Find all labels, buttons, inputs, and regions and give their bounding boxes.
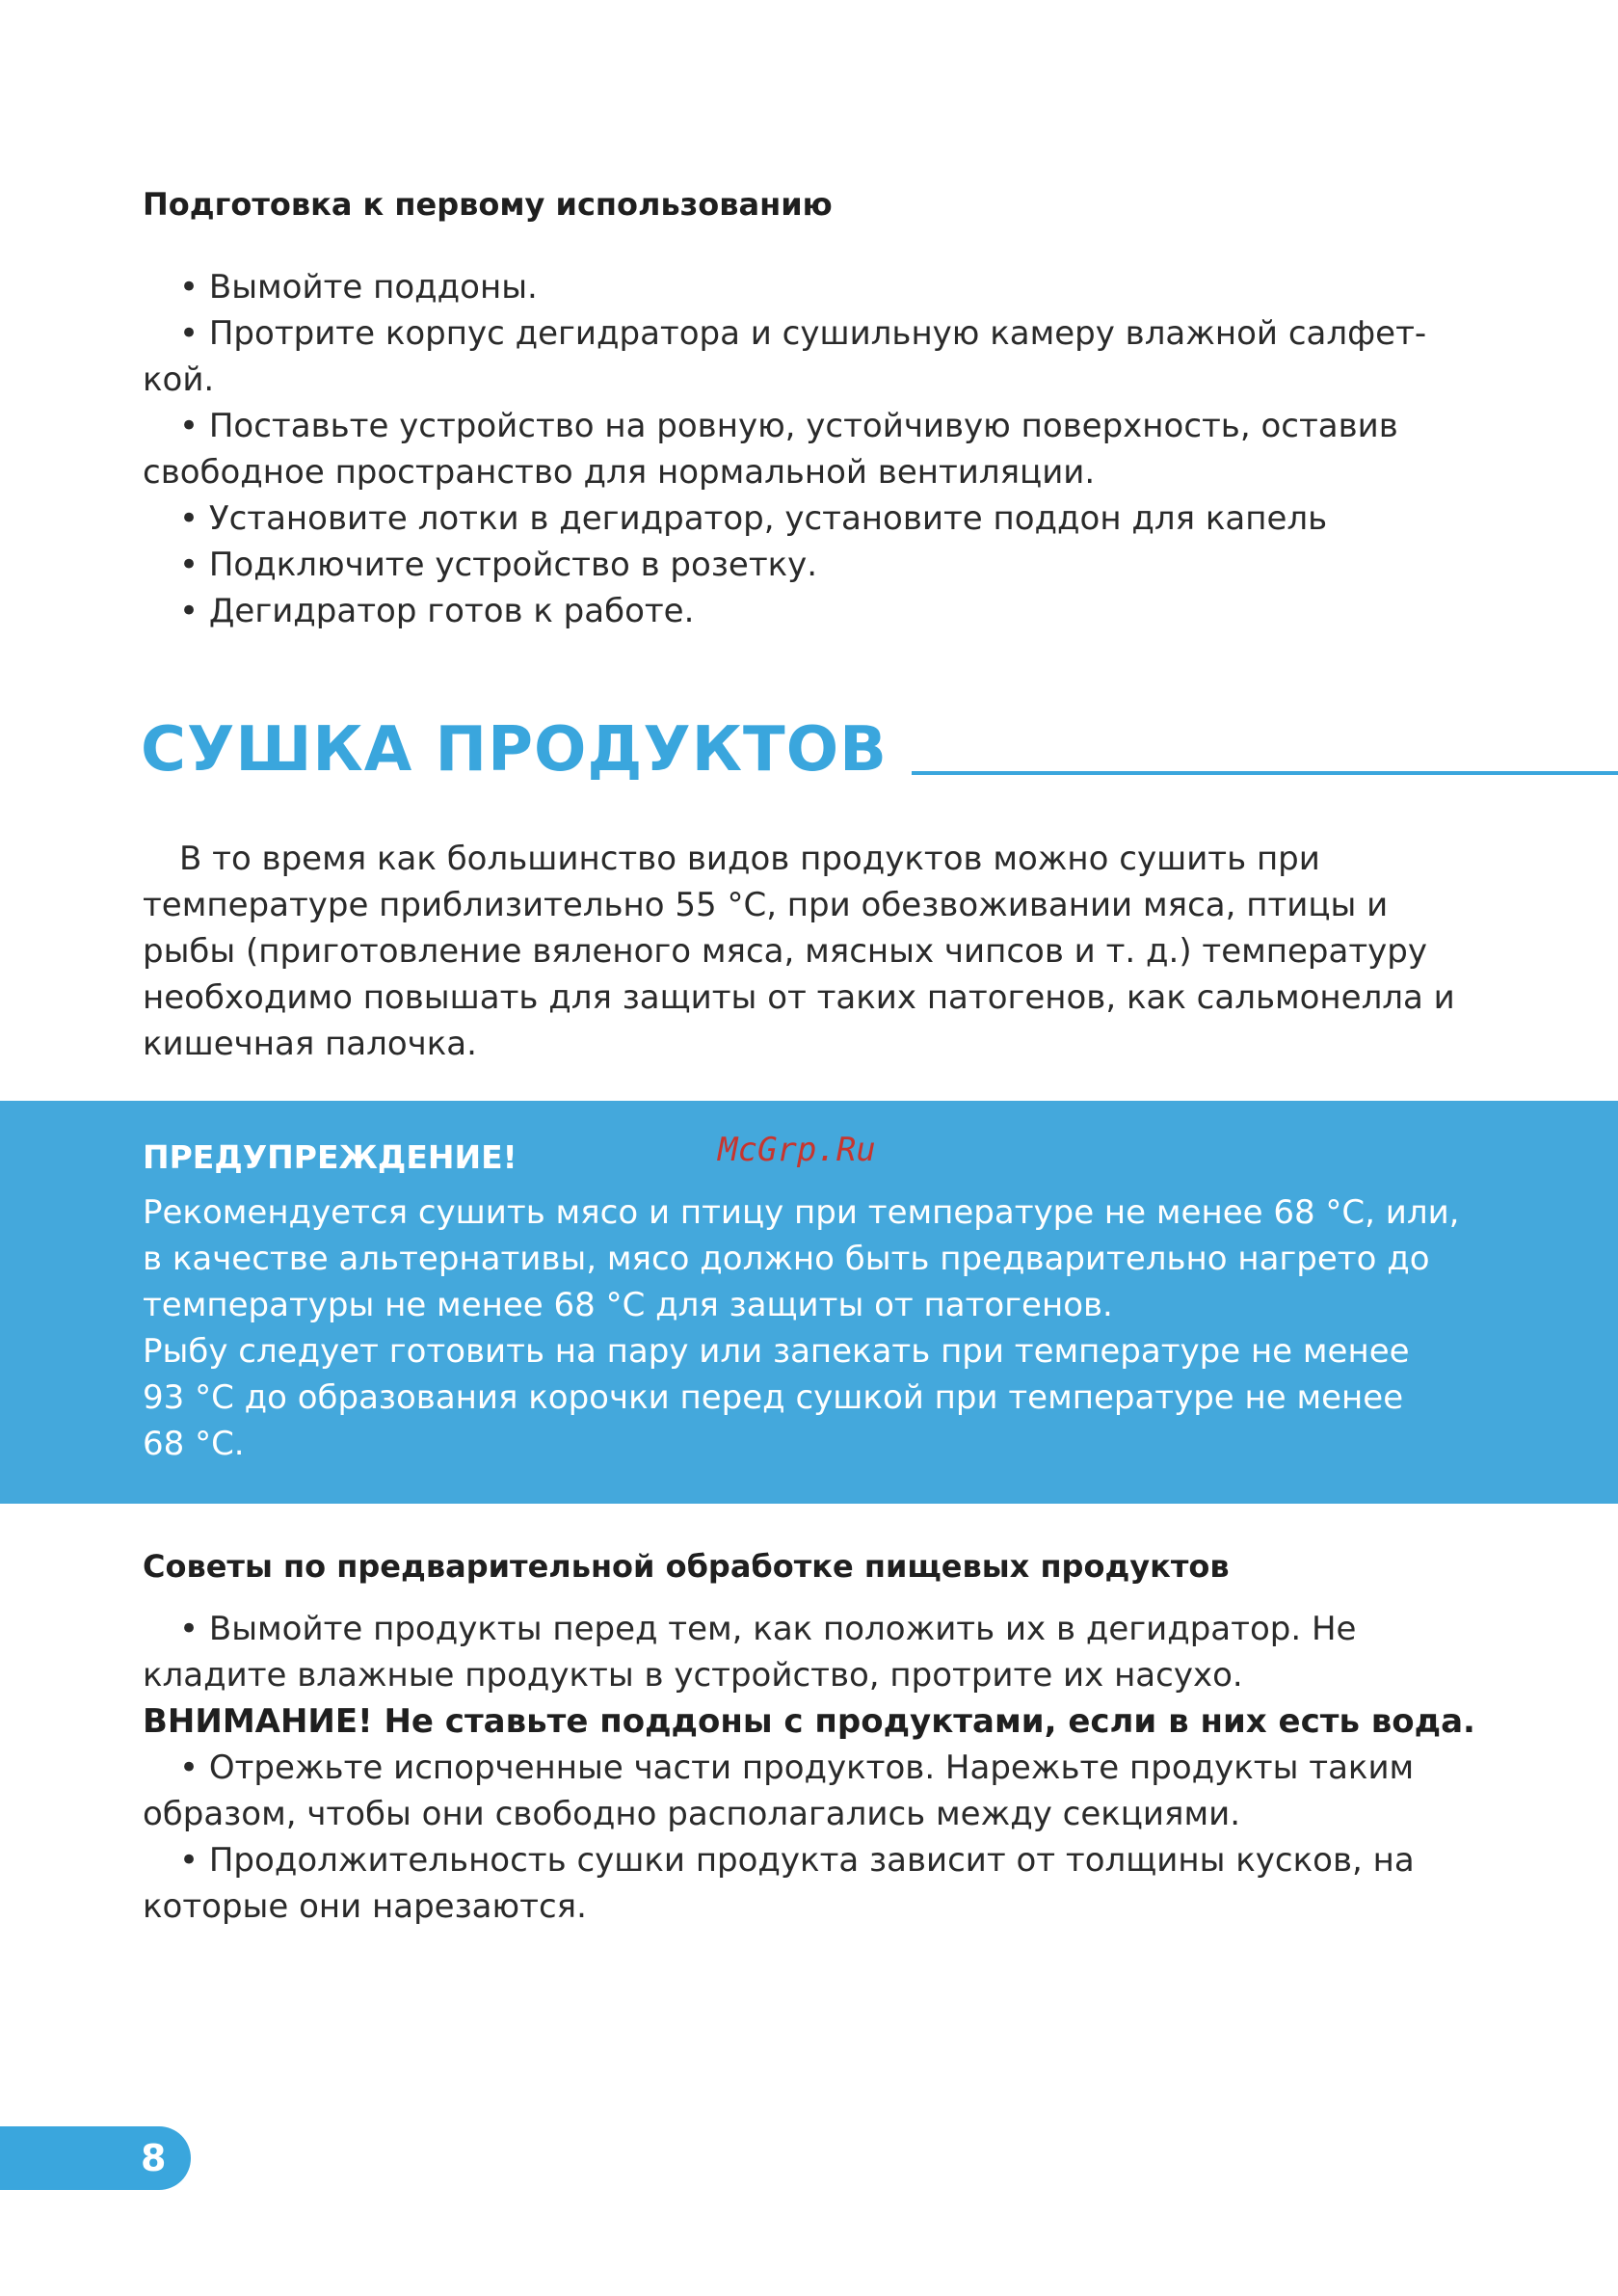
tips-heading: Советы по предварительной обработке пищевых продуктов — [143, 1548, 1230, 1585]
paragraph-line: рыбы (приготовление вяленого мяса, мясных чипсов и т. д.) температуру — [143, 932, 1427, 971]
paragraph-line: кишечная палочка. — [143, 1025, 477, 1063]
list-item-continuation: которые они нарезаются. — [143, 1887, 587, 1926]
section-title: СУШКА ПРОДУКТОВ — [141, 714, 888, 786]
warning-text — [143, 1189, 1540, 1467]
paragraph-line: температуре приблизительно 55 °С, при обезвоживании мяса, птицы и — [143, 886, 1389, 924]
list-item: • Вымойте продукты перед тем, как положить их в дегидратор. Не — [179, 1610, 1357, 1648]
list-item: • Отрежьте испорченные части продуктов. Нарежьте продукты таким — [179, 1749, 1415, 1787]
list-item-continuation: свободное пространство для нормальной вентиляции. — [143, 453, 1096, 492]
watermark: McGrp.Ru — [718, 1131, 876, 1169]
prep-list — [143, 264, 1492, 634]
list-item: • Установите лотки в дегидратор, установите поддон для капель — [179, 499, 1328, 538]
section-title-rule — [912, 771, 1618, 775]
attention-note: ВНИМАНИЕ! Не ставьте поддоны с продуктами, если в них есть вода. — [143, 1702, 1475, 1741]
warning-line: 68 °С. — [143, 1425, 245, 1463]
list-item: • Протрите корпус дегидратора и сушильную камеру влажной салфет- — [179, 314, 1427, 353]
list-item-continuation: кладите влажные продукты в устройство, протрите их насухо. — [143, 1656, 1243, 1695]
list-item: • Вымойте поддоны. — [179, 268, 538, 307]
list-item: • Продолжительность сушки продукта зависит от толщины кусков, на — [179, 1841, 1415, 1880]
warning-line: Рекомендуется сушить мясо и птицу при температуре не менее 68 °С, или, — [143, 1193, 1460, 1232]
list-item-continuation: кой. — [143, 360, 215, 399]
warning-title: ПРЕДУПРЕЖДЕНИЕ! — [143, 1138, 517, 1176]
list-item: • Поставьте устройство на ровную, устойчивую поверхность, оставив — [179, 407, 1398, 445]
paragraph-line: В то время как большинство видов продуктов можно сушить при — [179, 840, 1320, 878]
drying-paragraph — [143, 836, 1492, 1067]
warning-line: 93 °С до образования корочки перед сушкой при температуре не менее — [143, 1378, 1404, 1417]
list-item: • Подключите устройство в розетку. — [179, 546, 818, 584]
warning-line: температуры не менее 68 °С для защиты от патогенов. — [143, 1286, 1113, 1324]
warning-line: Рыбу следует готовить на пару или запекать при температуре не менее — [143, 1332, 1410, 1371]
warning-line: в качестве альтернативы, мясо должно быть предварительно нагрето до — [143, 1240, 1430, 1278]
page-number: 8 — [141, 2137, 167, 2179]
list-item-continuation: образом, чтобы они свободно располагались между секциями. — [143, 1795, 1241, 1833]
tips-list — [143, 1606, 1492, 1930]
list-item: • Дегидратор готов к работе. — [179, 592, 695, 630]
paragraph-line: необходимо повышать для защиты от таких патогенов, как сальмонелла и — [143, 978, 1455, 1017]
prep-heading: Подготовка к первому использованию — [143, 186, 833, 223]
